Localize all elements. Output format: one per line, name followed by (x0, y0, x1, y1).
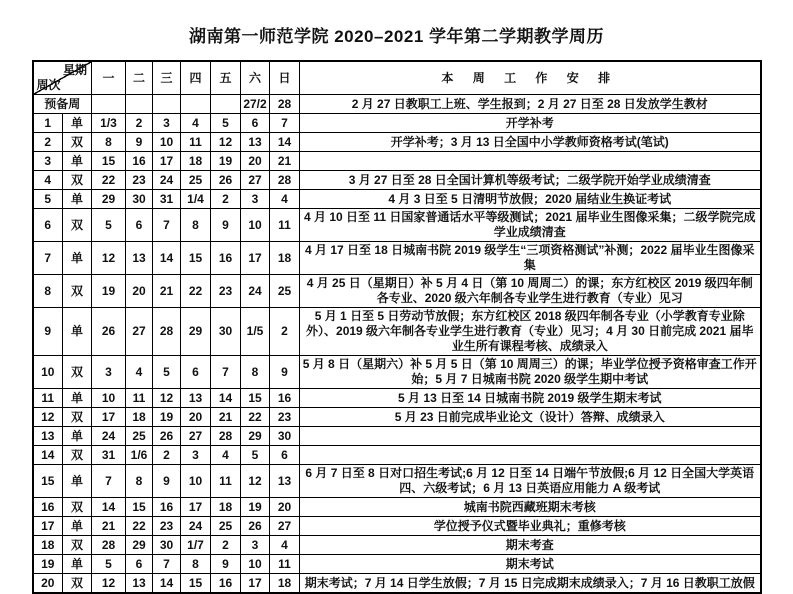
day-cell: 2 (153, 446, 181, 465)
day-cell: 25 (181, 171, 211, 190)
calendar-row (33, 408, 761, 427)
day-cell: 3 (241, 190, 270, 209)
weekday-header-tue: 二 (126, 61, 153, 95)
calendar-row (33, 555, 761, 574)
day-cell: 30 (270, 427, 300, 446)
day-cell: 19 (241, 498, 270, 517)
week-number-cell: 10 (33, 356, 63, 389)
parity-cell: 单 (63, 190, 92, 209)
parity-cell: 单 (63, 308, 92, 356)
day-cell: 16 (211, 574, 241, 594)
work-arrangement-cell (300, 427, 761, 446)
week-number-cell: 6 (33, 209, 63, 242)
day-cell: 2 (211, 536, 241, 555)
day-cell: 30 (153, 536, 181, 555)
day-cell: 6 (126, 209, 153, 242)
calendar-row (33, 536, 761, 555)
day-cell: 21 (153, 275, 181, 308)
day-cell (126, 95, 153, 114)
day-cell: 23 (211, 275, 241, 308)
day-cell: 7 (92, 465, 126, 498)
day-cell: 24 (181, 517, 211, 536)
day-cell: 31 (153, 190, 181, 209)
day-cell: 18 (126, 408, 153, 427)
day-cell: 4 (181, 114, 211, 133)
calendar-row (33, 275, 761, 308)
week-number-cell: 13 (33, 427, 63, 446)
day-cell: 27 (181, 427, 211, 446)
day-cell: 25 (211, 517, 241, 536)
calendar-row (33, 95, 761, 114)
day-cell: 20 (126, 275, 153, 308)
day-cell: 10 (92, 389, 126, 408)
work-arrangement-cell: 期末考试 (300, 555, 761, 574)
day-cell: 6 (126, 555, 153, 574)
day-cell: 5 (92, 209, 126, 242)
day-cell: 29 (126, 536, 153, 555)
day-cell: 1/4 (181, 190, 211, 209)
weekday-header-sat: 六 (241, 61, 270, 95)
day-cell: 6 (241, 114, 270, 133)
day-cell: 8 (92, 133, 126, 152)
header-row (33, 61, 761, 95)
parity-cell: 双 (63, 133, 92, 152)
week-number-cell: 8 (33, 275, 63, 308)
week-number-cell: 15 (33, 465, 63, 498)
day-cell: 27/2 (241, 95, 270, 114)
day-cell: 14 (211, 389, 241, 408)
calendar-row (33, 574, 761, 594)
day-cell: 3 (181, 446, 211, 465)
day-cell: 28 (153, 308, 181, 356)
day-cell: 8 (181, 555, 211, 574)
day-cell: 9 (153, 465, 181, 498)
day-cell: 15 (126, 498, 153, 517)
day-cell: 26 (241, 517, 270, 536)
parity-cell: 双 (63, 275, 92, 308)
day-cell: 22 (241, 408, 270, 427)
day-cell: 8 (126, 465, 153, 498)
week-number-cell: 1 (33, 114, 63, 133)
day-cell: 14 (153, 574, 181, 594)
day-cell: 25 (126, 427, 153, 446)
week-number-cell: 4 (33, 171, 63, 190)
day-cell: 29 (92, 190, 126, 209)
day-cell: 16 (211, 242, 241, 275)
day-cell: 27 (126, 308, 153, 356)
work-arrangement-cell: 2 月 27 日教职工上班、学生报到；2 月 27 日至 28 日发放学生教材 (300, 95, 761, 114)
work-arrangement-cell: 4 月 3 日至 5 日清明节放假；2020 届结业生换证考试 (300, 190, 761, 209)
work-arrangement-cell: 期末考查 (300, 536, 761, 555)
day-cell: 11 (211, 465, 241, 498)
day-cell: 28 (92, 536, 126, 555)
day-cell: 8 (241, 356, 270, 389)
work-arrangement-cell: 4 月 25 日（星期日）补 5 月 4 日（第 10 周周二）的课；东方红校区 2019 级四年制各专业、2020 级六年制各专业学生进行教育（专业）见习 (300, 275, 761, 308)
work-arrangement-cell: 4 月 17 日至 18 日城南书院 2019 级学生“三项资格测试”补测；2022 届毕业生图像采集 (300, 242, 761, 275)
week-number-cell: 19 (33, 555, 63, 574)
day-cell: 18 (270, 242, 300, 275)
week-number-cell: 18 (33, 536, 63, 555)
calendar-row (33, 209, 761, 242)
parity-cell: 双 (63, 171, 92, 190)
day-cell: 27 (241, 171, 270, 190)
day-cell: 11 (126, 389, 153, 408)
day-cell: 24 (241, 275, 270, 308)
parity-cell: 双 (63, 574, 92, 594)
day-cell: 19 (153, 408, 181, 427)
day-cell: 12 (153, 389, 181, 408)
calendar-row (33, 389, 761, 408)
day-cell: 23 (126, 171, 153, 190)
corner-weekno-label: 周次 (36, 78, 61, 92)
day-cell: 2 (126, 114, 153, 133)
day-cell: 6 (270, 446, 300, 465)
day-cell: 12 (211, 133, 241, 152)
work-arrangement-header: 本 周 工 作 安 排 (300, 61, 761, 95)
work-arrangement-cell: 城南书院西藏班期末考核 (300, 498, 761, 517)
day-cell: 4 (211, 446, 241, 465)
day-cell: 7 (211, 356, 241, 389)
parity-cell: 单 (63, 242, 92, 275)
day-cell: 26 (153, 427, 181, 446)
calendar-row (33, 427, 761, 446)
work-arrangement-cell: 3 月 27 日至 28 日全国计算机等级考试；二级学院开始学业成绩清查 (300, 171, 761, 190)
day-cell: 16 (270, 389, 300, 408)
day-cell: 3 (241, 536, 270, 555)
day-cell: 16 (153, 498, 181, 517)
day-cell: 22 (126, 517, 153, 536)
day-cell: 18 (270, 574, 300, 594)
day-cell: 6 (181, 356, 211, 389)
day-cell: 25 (270, 275, 300, 308)
day-cell: 30 (211, 308, 241, 356)
parity-cell: 单 (63, 389, 92, 408)
corner-cell (33, 61, 92, 95)
day-cell: 26 (211, 171, 241, 190)
day-cell: 13 (241, 133, 270, 152)
day-cell: 4 (270, 536, 300, 555)
day-cell: 9 (211, 209, 241, 242)
day-cell: 20 (181, 408, 211, 427)
parity-cell: 单 (63, 517, 92, 536)
parity-cell: 单 (63, 427, 92, 446)
day-cell: 1/5 (241, 308, 270, 356)
day-cell: 14 (92, 498, 126, 517)
week-number-cell: 3 (33, 152, 63, 171)
day-cell: 11 (270, 555, 300, 574)
day-cell: 23 (153, 517, 181, 536)
day-cell: 1/6 (126, 446, 153, 465)
day-cell: 24 (153, 171, 181, 190)
day-cell: 22 (92, 171, 126, 190)
day-cell: 2 (270, 308, 300, 356)
day-cell: 11 (181, 133, 211, 152)
day-cell: 5 (92, 555, 126, 574)
parity-cell: 双 (63, 536, 92, 555)
parity-cell: 双 (63, 209, 92, 242)
day-cell: 28 (211, 427, 241, 446)
day-cell (153, 95, 181, 114)
calendar-row (33, 114, 761, 133)
day-cell: 4 (126, 356, 153, 389)
parity-cell: 单 (63, 555, 92, 574)
parity-cell: 双 (63, 446, 92, 465)
day-cell: 12 (241, 465, 270, 498)
weekday-header-mon: 一 (92, 61, 126, 95)
day-cell: 12 (92, 242, 126, 275)
weekday-header-thu: 四 (181, 61, 211, 95)
week-number-cell: 16 (33, 498, 63, 517)
parity-cell: 双 (63, 356, 92, 389)
week-number-cell: 11 (33, 389, 63, 408)
day-cell: 13 (126, 574, 153, 594)
week-number-cell: 5 (33, 190, 63, 209)
day-cell: 18 (211, 498, 241, 517)
day-cell: 5 (241, 446, 270, 465)
day-cell: 26 (92, 308, 126, 356)
work-arrangement-cell: 学位授予仪式暨毕业典礼；重修考核 (300, 517, 761, 536)
day-cell: 28 (270, 171, 300, 190)
day-cell: 30 (126, 190, 153, 209)
work-arrangement-cell (300, 446, 761, 465)
day-cell: 19 (211, 152, 241, 171)
parity-cell: 双 (63, 408, 92, 427)
weekday-header-wed: 三 (153, 61, 181, 95)
day-cell: 5 (211, 114, 241, 133)
day-cell: 9 (211, 555, 241, 574)
day-cell: 16 (126, 152, 153, 171)
work-arrangement-cell: 4 月 10 日至 11 日国家普通话水平等级测试；2021 届毕业生图像采集；二级学院完成学业成绩清查 (300, 209, 761, 242)
day-cell: 20 (270, 498, 300, 517)
calendar-row (33, 152, 761, 171)
day-cell: 10 (241, 555, 270, 574)
calendar-row (33, 308, 761, 356)
day-cell: 29 (241, 427, 270, 446)
day-cell: 21 (270, 152, 300, 171)
day-cell: 15 (181, 242, 211, 275)
work-arrangement-cell: 期末考试；7 月 14 日学生放假；7 月 15 日完成期末成绩录入；7 月 16 日教职工放假 (300, 574, 761, 594)
day-cell: 2 (211, 190, 241, 209)
day-cell: 13 (270, 465, 300, 498)
day-cell: 7 (153, 209, 181, 242)
day-cell: 23 (270, 408, 300, 427)
day-cell: 5 (153, 356, 181, 389)
weekday-header-fri: 五 (211, 61, 241, 95)
day-cell: 1/3 (92, 114, 126, 133)
day-cell: 17 (181, 498, 211, 517)
day-cell: 7 (153, 555, 181, 574)
week-number-cell: 14 (33, 446, 63, 465)
week-number-cell: 2 (33, 133, 63, 152)
day-cell: 20 (241, 152, 270, 171)
calendar-row (33, 171, 761, 190)
day-cell: 29 (181, 308, 211, 356)
day-cell: 17 (241, 574, 270, 594)
week-number-cell: 12 (33, 408, 63, 427)
day-cell: 17 (241, 242, 270, 275)
parity-cell: 双 (63, 498, 92, 517)
day-cell (92, 95, 126, 114)
day-cell: 15 (241, 389, 270, 408)
parity-cell: 单 (63, 114, 92, 133)
week-number-cell: 9 (33, 308, 63, 356)
day-cell: 27 (270, 517, 300, 536)
calendar-row (33, 133, 761, 152)
work-arrangement-cell: 6 月 7 日至 8 日对口招生考试;6 月 12 日至 14 日端午节放假;6 月 12 日全国大学英语四、六级考试；6 月 13 日英语应用能力 A 级考试 (300, 465, 761, 498)
work-arrangement-cell (300, 152, 761, 171)
day-cell: 28 (270, 95, 300, 114)
work-arrangement-cell: 5 月 8 日（星期六）补 5 月 5 日（第 10 周周三）的课；毕业学位授予资格审查工作开始；5 月 7 日城南书院 2020 级学生期中考试 (300, 356, 761, 389)
day-cell: 3 (153, 114, 181, 133)
day-cell: 24 (92, 427, 126, 446)
teaching-calendar-table (32, 60, 762, 594)
week-number-cell: 17 (33, 517, 63, 536)
parity-cell: 单 (63, 152, 92, 171)
day-cell: 4 (270, 190, 300, 209)
day-cell: 9 (270, 356, 300, 389)
corner-weekday-label: 星期 (62, 63, 87, 77)
calendar-row (33, 517, 761, 536)
page-title: 湖南第一师范学院 2020–2021 学年第二学期教学周历 (188, 27, 605, 46)
day-cell: 13 (181, 389, 211, 408)
parity-cell: 单 (63, 465, 92, 498)
day-cell (211, 95, 241, 114)
day-cell: 10 (181, 465, 211, 498)
work-arrangement-cell: 5 月 1 日至 5 日劳动节放假；东方红校区 2018 级四年制各专业（小学教育专业除外）、2019 级六年制各专业学生进行教育（专业）见习；4 月 30 日前完成 2021 届毕业生所有课程考核、成绩录入 (300, 308, 761, 356)
day-cell: 10 (153, 133, 181, 152)
calendar-row (33, 356, 761, 389)
day-cell: 21 (211, 408, 241, 427)
day-cell: 17 (153, 152, 181, 171)
calendar-row (33, 465, 761, 498)
calendar-row (33, 190, 761, 209)
day-cell: 9 (126, 133, 153, 152)
day-cell: 19 (92, 275, 126, 308)
day-cell: 14 (270, 133, 300, 152)
day-cell: 7 (270, 114, 300, 133)
day-cell: 22 (181, 275, 211, 308)
work-arrangement-cell: 开学补考 (300, 114, 761, 133)
day-cell: 3 (92, 356, 126, 389)
work-arrangement-cell: 5 月 13 日至 14 日城南书院 2019 级学生期末考试 (300, 389, 761, 408)
day-cell (181, 95, 211, 114)
day-cell: 10 (241, 209, 270, 242)
week-number-cell: 7 (33, 242, 63, 275)
calendar-row (33, 498, 761, 517)
day-cell: 15 (92, 152, 126, 171)
calendar-row (33, 446, 761, 465)
work-arrangement-cell: 5 月 23 日前完成毕业论文（设计）答辩、成绩录入 (300, 408, 761, 427)
day-cell: 12 (92, 574, 126, 594)
day-cell: 15 (181, 574, 211, 594)
day-cell: 11 (270, 209, 300, 242)
day-cell: 17 (92, 408, 126, 427)
day-cell: 18 (181, 152, 211, 171)
calendar-body (33, 95, 761, 594)
day-cell: 1/7 (181, 536, 211, 555)
day-cell: 21 (92, 517, 126, 536)
week-number-cell: 20 (33, 574, 63, 594)
weekday-header-sun: 日 (270, 61, 300, 95)
calendar-row (33, 242, 761, 275)
work-arrangement-cell: 开学补考；3 月 13 日全国中小学教师资格考试(笔试) (300, 133, 761, 152)
day-cell: 8 (181, 209, 211, 242)
week-label-cell: 预备周 (33, 95, 92, 114)
day-cell: 13 (126, 242, 153, 275)
day-cell: 31 (92, 446, 126, 465)
day-cell: 14 (153, 242, 181, 275)
